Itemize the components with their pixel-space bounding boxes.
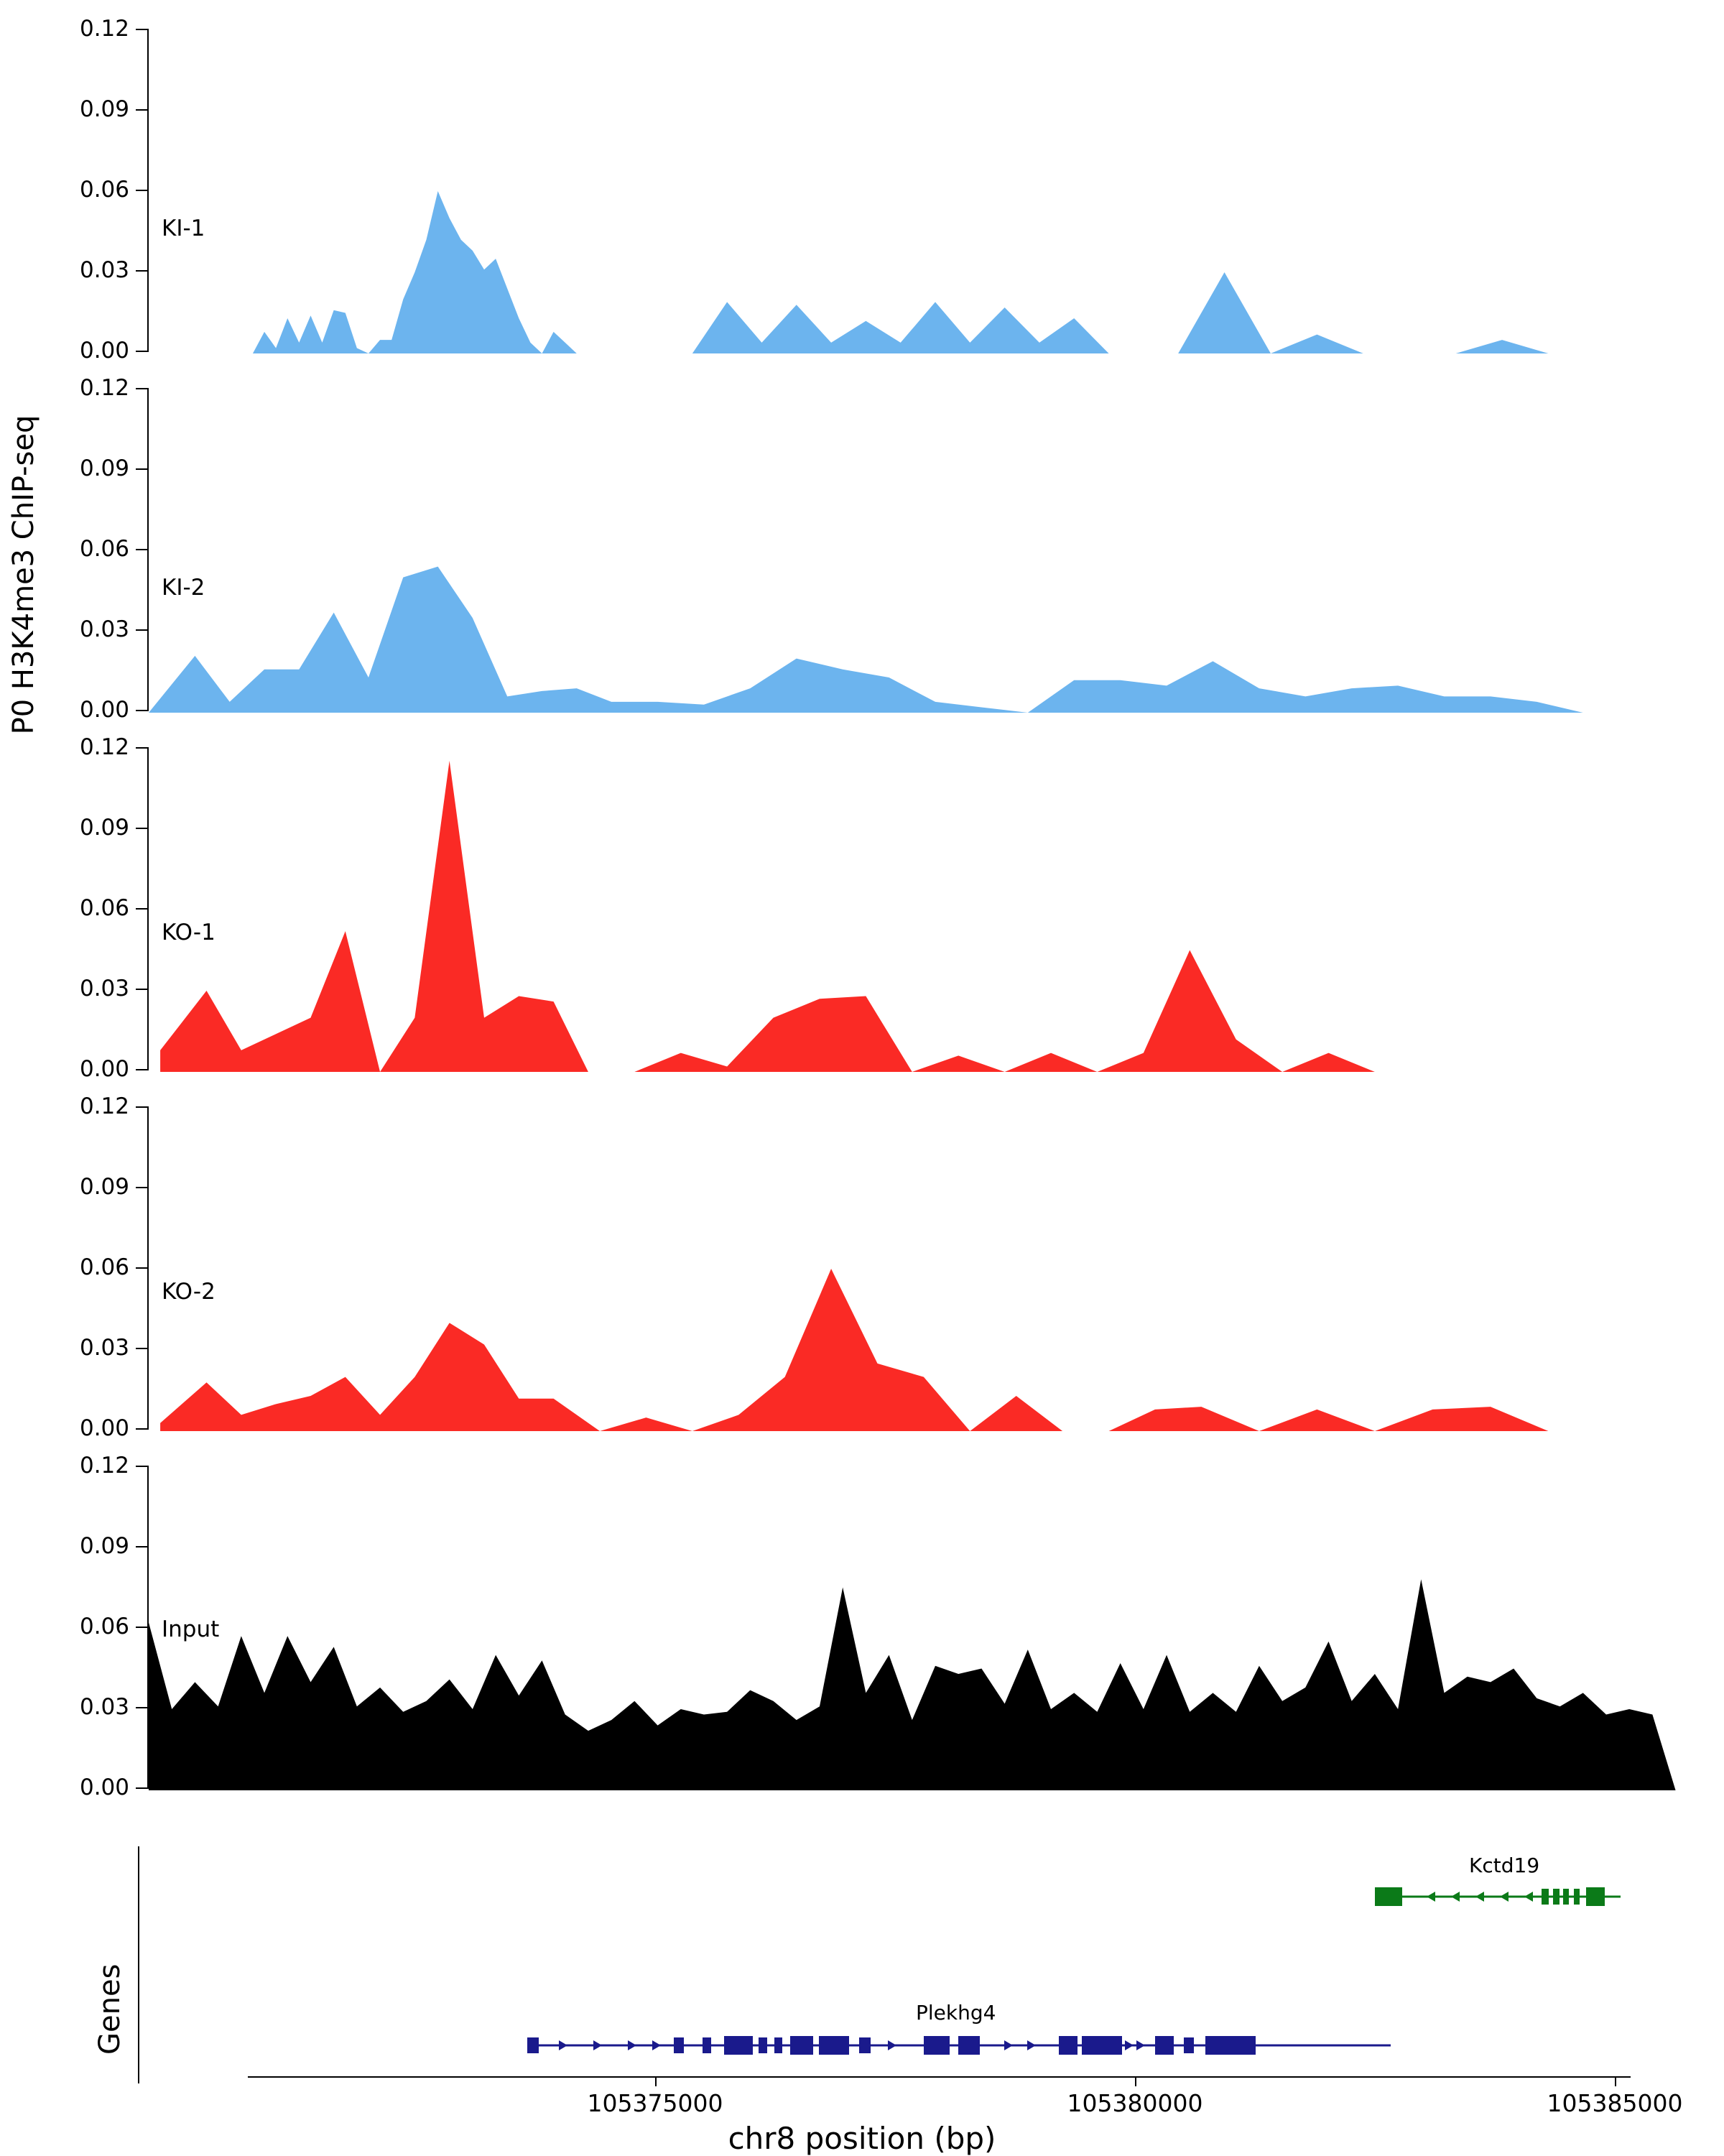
y-tick-ki-2-2 — [136, 549, 147, 550]
track-ko-1 — [0, 734, 1724, 1082]
y-tick-ko-1-3 — [136, 989, 147, 990]
track-ko-2 — [0, 1093, 1724, 1441]
y-ticklabel-ko-1-1: 0.09 — [79, 815, 129, 841]
track-label-input: Input — [162, 1616, 220, 1642]
y-tick-ko-1-0 — [136, 747, 147, 749]
y-tick-ko-2-2 — [136, 1267, 147, 1269]
y-tick-ki-2-4 — [136, 710, 147, 711]
gene-model-plekhg4[interactable] — [524, 2027, 1394, 2066]
y-ticklabel-ko-2-1: 0.09 — [79, 1174, 129, 1200]
y-tick-ki-1-4 — [136, 351, 147, 352]
y-ticklabel-ko-1-2: 0.06 — [79, 895, 129, 921]
y-tick-input-0 — [136, 1466, 147, 1467]
y-tick-ko-1-4 — [136, 1069, 147, 1070]
y-ticklabel-ki-2-1: 0.09 — [79, 455, 129, 481]
track-ki-2 — [0, 375, 1724, 723]
x-tick-0 — [655, 2076, 657, 2086]
signal-area-input — [149, 1466, 1722, 1790]
y-tick-ko-2-1 — [136, 1187, 147, 1188]
x-tick-1 — [1135, 2076, 1136, 2086]
track-label-ko-1: KO-1 — [162, 920, 216, 945]
x-axis-line — [248, 2076, 1631, 2078]
y-ticklabel-input-2: 0.06 — [79, 1614, 129, 1639]
y-tick-ki-1-1 — [136, 109, 147, 111]
y-ticklabel-ko-2-4: 0.00 — [79, 1415, 129, 1441]
y-ticklabel-input-3: 0.03 — [79, 1694, 129, 1720]
y-tick-ki-1-3 — [136, 270, 147, 272]
x-tick-2 — [1615, 2076, 1616, 2086]
y-ticklabel-ki-1-0: 0.12 — [79, 16, 129, 42]
y-ticklabel-ki-1-3: 0.03 — [79, 257, 129, 283]
x-ticklabel-2: 105385000 — [1547, 2089, 1683, 2117]
y-ticklabel-input-1: 0.09 — [79, 1533, 129, 1559]
signal-area-ko-2 — [149, 1106, 1722, 1431]
y-tick-ko-2-0 — [136, 1106, 147, 1108]
track-input — [0, 1453, 1724, 1800]
y-tick-input-1 — [136, 1546, 147, 1547]
x-ticklabel-1: 105380000 — [1067, 2089, 1203, 2117]
y-ticklabel-ki-1-2: 0.06 — [79, 177, 129, 203]
signal-area-ki-1 — [149, 29, 1722, 353]
genes-axis-line — [138, 1846, 139, 2083]
y-tick-input-4 — [136, 1787, 147, 1789]
y-tick-input-2 — [136, 1627, 147, 1628]
y-ticklabel-ki-1-1: 0.09 — [79, 96, 129, 122]
signal-area-ki-2 — [149, 388, 1722, 713]
genes-panel — [0, 1846, 1724, 2083]
y-ticklabel-ki-2-3: 0.03 — [79, 616, 129, 642]
track-label-ki-2: KI-2 — [162, 575, 205, 601]
y-tick-ki-2-1 — [136, 468, 147, 470]
y-tick-ko-2-3 — [136, 1348, 147, 1349]
y-ticklabel-input-4: 0.00 — [79, 1775, 129, 1800]
signal-area-ko-1 — [149, 747, 1722, 1072]
track-ki-1 — [0, 16, 1724, 364]
y-tick-ki-1-0 — [136, 29, 147, 30]
y-ticklabel-ki-1-4: 0.00 — [79, 338, 129, 364]
y-ticklabel-ko-1-4: 0.00 — [79, 1056, 129, 1082]
y-ticklabel-input-0: 0.12 — [79, 1453, 129, 1479]
y-ticklabel-ko-1-0: 0.12 — [79, 734, 129, 760]
y-tick-ko-2-4 — [136, 1428, 147, 1430]
y-tick-input-3 — [136, 1707, 147, 1708]
y-axis-title: P0 H3K4me3 ChIP-seq — [7, 415, 40, 735]
x-axis-title: chr8 position (bp) — [728, 2121, 996, 2156]
y-ticklabel-ko-2-2: 0.06 — [79, 1254, 129, 1280]
gene-label-kctd19: Kctd19 — [1469, 1854, 1540, 1877]
y-tick-ko-1-1 — [136, 828, 147, 829]
gene-label-plekhg4: Plekhg4 — [916, 2001, 996, 2025]
y-ticklabel-ko-1-3: 0.03 — [79, 976, 129, 1001]
y-ticklabel-ko-2-0: 0.12 — [79, 1093, 129, 1119]
x-ticklabel-0: 105375000 — [587, 2089, 723, 2117]
y-ticklabel-ki-2-2: 0.06 — [79, 536, 129, 562]
y-tick-ko-1-2 — [136, 908, 147, 910]
y-tick-ki-2-0 — [136, 388, 147, 389]
track-label-ki-1: KI-1 — [162, 216, 205, 241]
genes-axis-title: Genes — [93, 1963, 126, 2055]
y-ticklabel-ko-2-3: 0.03 — [79, 1335, 129, 1361]
y-tick-ki-1-2 — [136, 190, 147, 191]
y-ticklabel-ki-2-4: 0.00 — [79, 697, 129, 723]
y-ticklabel-ki-2-0: 0.12 — [79, 375, 129, 401]
y-tick-ki-2-3 — [136, 629, 147, 631]
gene-model-kctd19[interactable] — [1372, 1879, 1623, 1917]
track-label-ko-2: KO-2 — [162, 1279, 216, 1305]
